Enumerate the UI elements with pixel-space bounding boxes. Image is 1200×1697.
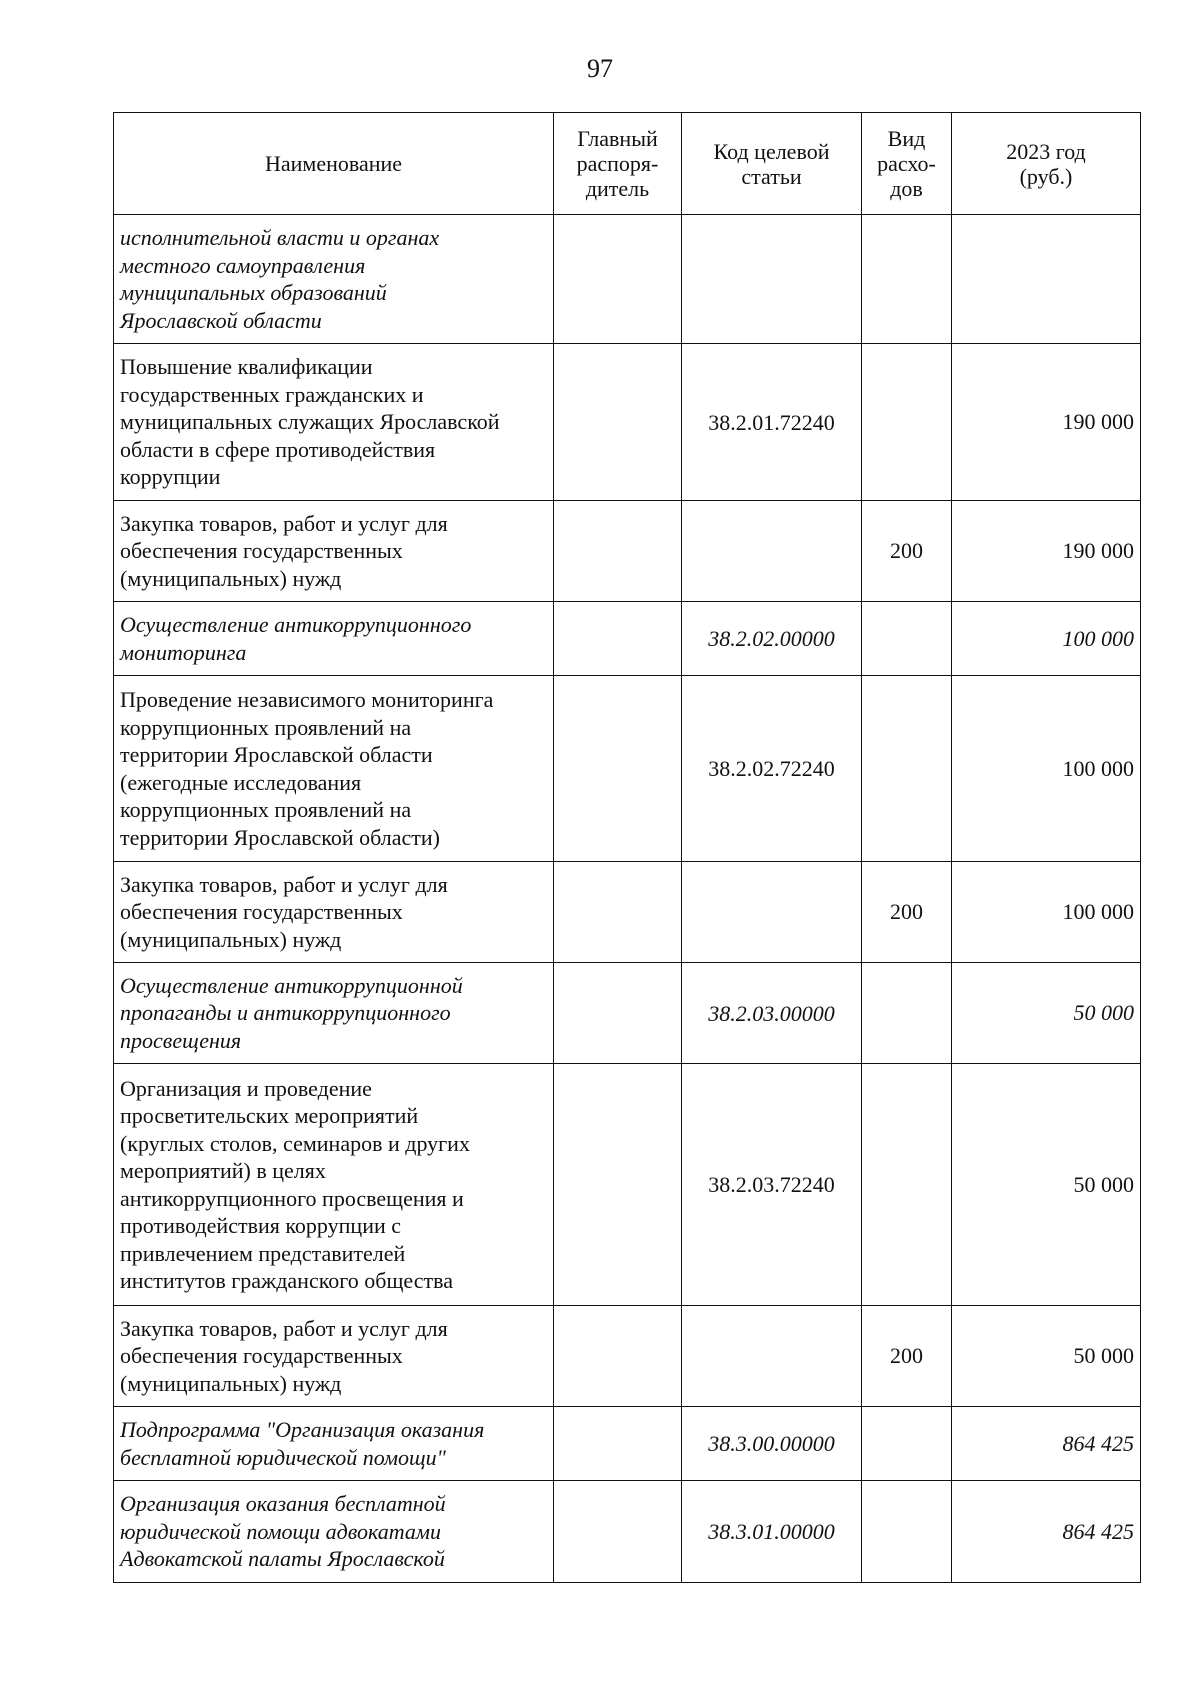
cell-name-line: местного самоуправления (120, 252, 366, 278)
cell-code (682, 1306, 862, 1407)
cell-name-line: просветительских мероприятий (120, 1103, 419, 1128)
cell-name-line: коррупции (120, 464, 221, 490)
cell-code: 38.2.03.72240 (682, 1064, 862, 1306)
cell-name-line: (круглых столов, семинаров и других (120, 1130, 470, 1156)
cell-name (114, 963, 554, 1064)
cell-name (114, 215, 554, 344)
cell-name-line: Ярославской области (120, 307, 322, 333)
cell-name-line: институтов гражданского общества (120, 1268, 453, 1293)
cell-code (682, 215, 862, 344)
cell-name-line: муниципальных служащих Ярославской (120, 409, 500, 435)
cell-kind (862, 215, 952, 344)
cell-name-line: Закупка товаров, работ и услуг для (120, 871, 448, 897)
table-row (114, 1306, 1141, 1407)
header-kind: Вид расхо- дов (862, 113, 952, 215)
table-row (114, 602, 1141, 676)
cell-name-line: муниципальных образований (120, 280, 387, 305)
cell-name-line: государственных гражданских и (120, 381, 424, 407)
cell-name-line: коррупционных проявлений на (120, 797, 412, 822)
table-row (114, 344, 1141, 501)
cell-kind (862, 963, 952, 1064)
cell-name-line: Адвокатской палаты Ярославской (120, 1546, 445, 1572)
cell-amount: 100 000 (952, 602, 1141, 676)
cell-name-line: Повышение квалификации (120, 354, 373, 380)
cell-admin (554, 963, 682, 1064)
cell-name-line: коррупционных проявлений на (120, 714, 412, 740)
cell-name-line: Проведение независимого мониторинга (120, 687, 494, 712)
cell-amount: 50 000 (952, 963, 1141, 1064)
cell-name-line: обеспечения государственных (120, 899, 403, 925)
table-row (114, 676, 1141, 862)
cell-amount (952, 215, 1141, 344)
cell-amount: 190 000 (952, 501, 1141, 602)
cell-kind: 200 (862, 501, 952, 602)
cell-admin (554, 215, 682, 344)
cell-amount: 100 000 (952, 862, 1141, 963)
cell-admin (554, 602, 682, 676)
cell-admin (554, 1407, 682, 1481)
cell-name-line: обеспечения государственных (120, 1343, 403, 1369)
cell-name-line: исполнительной власти и органах (120, 225, 440, 250)
cell-kind: 200 (862, 1306, 952, 1407)
cell-name-line: территории Ярославской области) (120, 824, 440, 850)
cell-code (682, 501, 862, 602)
cell-code (682, 862, 862, 963)
cell-name (114, 1306, 554, 1407)
cell-name-line: Подпрограмма "Организация оказания (120, 1417, 485, 1442)
cell-kind (862, 1407, 952, 1481)
cell-amount: 190 000 (952, 344, 1141, 501)
table-row (114, 215, 1141, 344)
cell-name-line: (ежегодные исследования (120, 769, 362, 795)
cell-name (114, 1064, 554, 1306)
cell-admin (554, 676, 682, 862)
cell-admin (554, 1306, 682, 1407)
table-body (114, 215, 1141, 1583)
header-amount: 2023 год (руб.) (952, 113, 1141, 215)
cell-name-line: обеспечения государственных (120, 538, 403, 564)
table-row (114, 1407, 1141, 1481)
header-name: Наименование (114, 113, 554, 215)
cell-name-line: Закупка товаров, работ и услуг для (120, 510, 448, 536)
header-admin: Главный распоря- дитель (554, 113, 682, 215)
cell-kind (862, 344, 952, 501)
cell-name-line: Осуществление антикоррупционного (120, 612, 472, 637)
cell-kind (862, 602, 952, 676)
cell-name (114, 862, 554, 963)
cell-code: 38.3.00.00000 (682, 1407, 862, 1481)
cell-amount: 100 000 (952, 676, 1141, 862)
cell-kind (862, 1064, 952, 1306)
table-row (114, 1481, 1141, 1583)
page-number: 97 (587, 54, 613, 83)
cell-name (114, 1481, 554, 1583)
cell-name-line: территории Ярославской области (120, 742, 433, 767)
cell-admin (554, 344, 682, 501)
cell-name-line: Осуществление антикоррупционной (120, 972, 463, 998)
cell-amount: 864 425 (952, 1407, 1141, 1481)
cell-kind (862, 1481, 952, 1583)
cell-name-line: (муниципальных) нужд (120, 926, 342, 952)
cell-amount: 50 000 (952, 1306, 1141, 1407)
cell-name-line: пропаганды и антикоррупционного (120, 1000, 451, 1026)
cell-kind (862, 676, 952, 862)
cell-name-line: противодействия коррупции с (120, 1213, 402, 1238)
table-row (114, 501, 1141, 602)
cell-name (114, 602, 554, 676)
cell-amount: 50 000 (952, 1064, 1141, 1306)
header-code: Код целевой статьи (682, 113, 862, 215)
cell-admin (554, 1481, 682, 1583)
cell-name-line: Закупка товаров, работ и услуг для (120, 1315, 448, 1341)
cell-name-line: юридической помощи адвокатами (120, 1518, 441, 1544)
cell-admin (554, 501, 682, 602)
cell-code: 38.3.01.00000 (682, 1481, 862, 1583)
cell-name-line: просвещения (120, 1027, 242, 1053)
cell-name (114, 1407, 554, 1481)
cell-code: 38.2.02.72240 (682, 676, 862, 862)
cell-name-line: мероприятий) в целях (120, 1158, 326, 1183)
cell-name-line: привлечением представителей (120, 1240, 406, 1266)
cell-admin (554, 862, 682, 963)
table-header-row (114, 113, 1141, 215)
cell-name-line: (муниципальных) нужд (120, 1370, 342, 1396)
cell-name-line: антикоррупционного просвещения и (120, 1185, 464, 1211)
cell-name-line: бесплатной юридической помощи" (120, 1444, 446, 1470)
table-row (114, 1064, 1141, 1306)
table-row (114, 963, 1141, 1064)
budget-table (113, 112, 1141, 1583)
cell-name-line: (муниципальных) нужд (120, 565, 342, 591)
cell-code: 38.2.02.00000 (682, 602, 862, 676)
cell-name-line: области в сфере противодействия (120, 436, 436, 462)
cell-admin (554, 1064, 682, 1306)
cell-name (114, 676, 554, 862)
cell-name-line: Организация и проведение (120, 1075, 372, 1101)
cell-code: 38.2.03.00000 (682, 963, 862, 1064)
cell-name-line: мониторинга (120, 639, 247, 665)
cell-name-line: Организация оказания бесплатной (120, 1491, 446, 1517)
cell-name (114, 501, 554, 602)
cell-code: 38.2.01.72240 (682, 344, 862, 501)
cell-amount: 864 425 (952, 1481, 1141, 1583)
cell-name (114, 344, 554, 501)
cell-kind: 200 (862, 862, 952, 963)
table-row (114, 862, 1141, 963)
